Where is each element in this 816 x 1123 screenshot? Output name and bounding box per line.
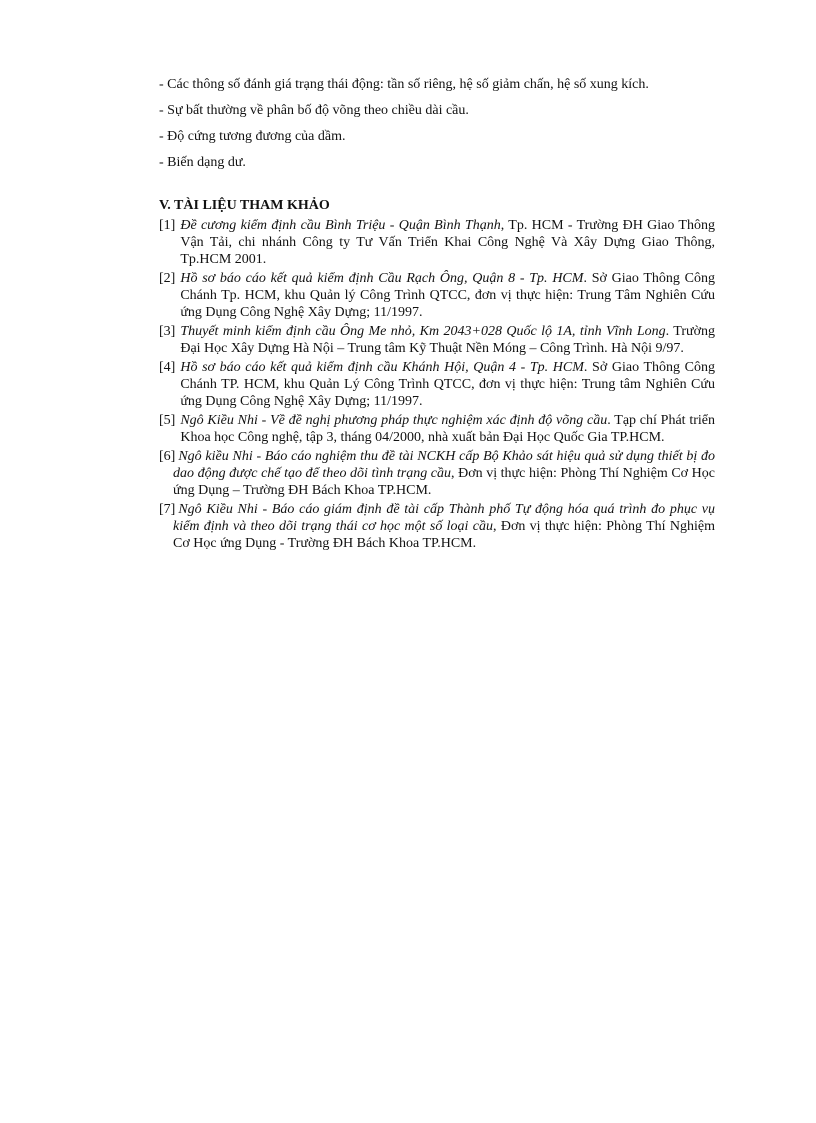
reference-title: Hồ sơ báo cáo kết quả kiểm định cầu Khánh Hội, Quận 4 - Tp. HCM — [180, 360, 584, 375]
reference-details: , Tp. HCM - Trường ĐH Giao Thông Vận Tải, chi nhánh Công ty Tư Vấn Triển Khai Công Nghệ Và Xây Dựng Giao Thông, Tp.HCM 2001. — [180, 218, 715, 267]
reference-title: Đề cương kiểm định cầu Bình Triệu - Quận Bình Thạnh — [180, 218, 501, 233]
reference-details: . Trường Đại Học Xây Dựng Hà Nội – Trung tâm Kỹ Thuật Nền Móng – Công Trình. Hà Nội 9/97. — [180, 324, 715, 356]
reference-body — [180, 270, 715, 321]
reference-body — [180, 323, 715, 357]
reference-title: Ngô Kiều Nhi - Về đề nghị phương pháp thực nghiệm xác định độ võng cầu — [180, 413, 608, 428]
reference-details: , Đơn vị thực hiện: Phòng Thí Nghiệm Cơ Học ứng Dụng – Trường ĐH Bách Khoa TP.HCM. — [173, 466, 715, 498]
bullet-item: - Các thông số đánh giá trạng thái động: tần số riêng, hệ số giảm chấn, hệ số xung kích. — [159, 77, 649, 92]
reference-number: [6] — [159, 449, 176, 464]
reference-item — [159, 359, 715, 410]
reference-item — [159, 501, 715, 552]
reference-number: [2] — [159, 271, 176, 286]
bullet-item: - Biến dạng dư. — [159, 155, 246, 170]
reference-item — [159, 412, 715, 446]
reference-title: Ngô kiều Nhi - Báo cáo nghiệm thu đề tài NCKH cấp Bộ Khảo sát hiệu quả sử dụng thiết bị đo dao động được chế tạo để theo dõi tình trạng cầu — [173, 449, 715, 481]
references-list — [159, 217, 715, 552]
reference-number: [7] — [159, 502, 176, 517]
reference-number: [1] — [159, 218, 176, 233]
reference-item — [159, 217, 715, 268]
reference-number: [4] — [159, 360, 176, 375]
evaluation-bullets — [159, 76, 715, 171]
reference-title: Hồ sơ báo cáo kết quả kiểm định Cầu Rạch Ông, Quận 8 - Tp. HCM — [180, 271, 584, 286]
reference-details: . Sở Giao Thông Công Chánh TP. HCM, khu Quản Lý Công Trình QTCC, đơn vị thực hiện: Trung tâm Nghiên Cứu ứng Dụng Công Nghệ Xây Dựng; 11/1997. — [180, 360, 715, 409]
document-page — [159, 76, 715, 554]
reference-body — [180, 412, 715, 446]
reference-body — [180, 359, 715, 410]
bullet-item: - Sự bất thường về phân bố độ võng theo chiều dài cầu. — [159, 103, 469, 118]
reference-body — [180, 217, 715, 268]
reference-title: Ngô Kiều Nhi - Báo cáo giám định đề tài cấp Thành phố Tự động hóa quá trình đo phục vụ kiểm định và theo dõi trạng thái cơ học một số loại cầu — [173, 502, 715, 534]
reference-number: [3] — [159, 324, 176, 339]
reference-details: , Đơn vị thực hiện: Phòng Thí Nghiệm Cơ Học ứng Dụng - Trường ĐH Bách Khoa TP.HCM. — [173, 519, 716, 551]
reference-details: . Sở Giao Thông Công Chánh Tp. HCM, khu Quản lý Công Trình QTCC, đơn vị thực hiện: Trung Tâm Nghiên Cứu ứng Dụng Công Nghệ Xây Dựng; 11/1997. — [180, 271, 716, 320]
reference-item — [159, 448, 715, 499]
reference-item — [159, 270, 715, 321]
references-heading: V. TÀI LIỆU THAM KHẢO — [159, 198, 330, 213]
reference-title: Thuyết minh kiểm định cầu Ông Me nhỏ, Km 2043+028 Quốc lộ 1A, tỉnh Vĩnh Long — [180, 324, 666, 339]
reference-item — [159, 323, 715, 357]
bullet-item: - Độ cứng tương đương của dầm. — [159, 129, 346, 144]
reference-number: [5] — [159, 413, 176, 428]
reference-details: . Tạp chí Phát triển Khoa học Công nghệ, tập 3, tháng 04/2000, nhà xuất bản Đại Học Quốc Gia TP.HCM. — [180, 413, 715, 445]
